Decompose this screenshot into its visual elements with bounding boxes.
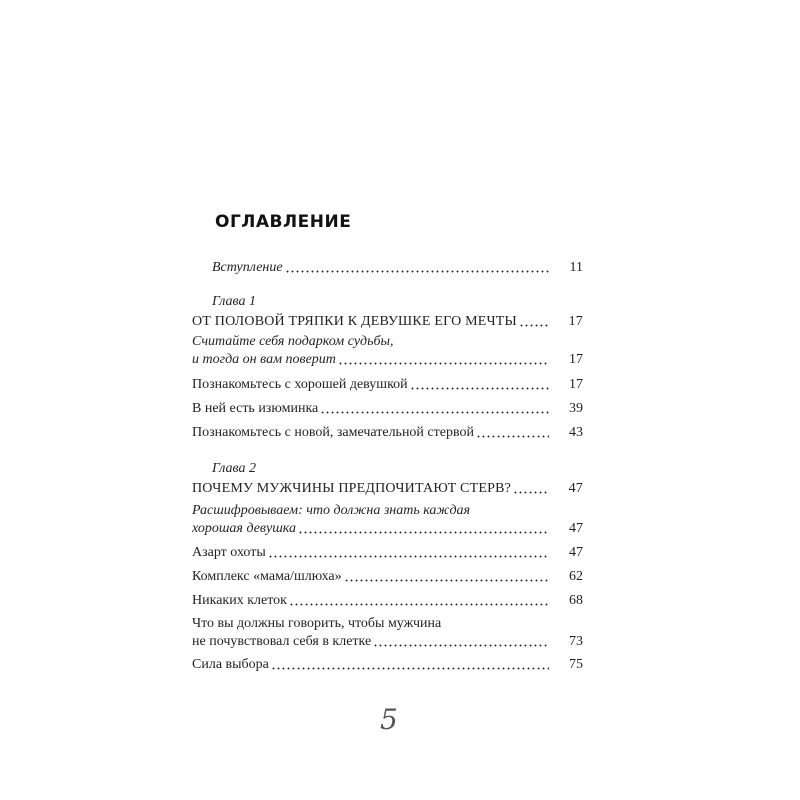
dot-leader — [344, 572, 549, 582]
dot-leader — [271, 660, 549, 670]
entry-page: 17 — [568, 314, 583, 329]
entry-page: 39 — [569, 401, 583, 416]
entry-title-line: Считайте себя подарком судьбы, — [192, 334, 394, 349]
entry-title-line: хорошая девушка — [192, 521, 296, 536]
entry-title-line: Расшифровываем: что должна знать каждая — [192, 503, 471, 518]
entry-title-line: не почувствовал себя в клетке — [192, 634, 372, 649]
entry-page: 17 — [569, 352, 583, 367]
dot-leader — [285, 263, 549, 273]
dot-leader — [513, 484, 549, 494]
toc-entry[interactable] — [192, 376, 583, 394]
entry-title: Познакомьтесь с новой, замечательной стервой — [192, 425, 474, 440]
entry-page: 43 — [569, 425, 583, 440]
entry-title-line: и тогда он вам поверит — [192, 352, 336, 367]
chapter-title: ОТ ПОЛОВОЙ ТРЯПКИ К ДЕВУШКЕ ЕГО МЕЧТЫ — [192, 314, 517, 329]
entry-page: 47 — [568, 481, 583, 496]
entry-title: Никаких клеток — [192, 593, 287, 608]
entry-title: Познакомьтесь с хорошей девушкой — [192, 377, 408, 392]
dot-leader — [320, 404, 549, 414]
dot-leader — [410, 380, 549, 390]
entry-title: Вступление — [212, 260, 283, 275]
entry-page: 68 — [569, 593, 583, 608]
entry-title: Сила выбора — [192, 657, 269, 672]
entry-page: 17 — [569, 377, 583, 392]
entry-title: Азарт охоты — [192, 545, 266, 560]
entry-title-line: Что вы должны говорить, чтобы мужчина — [192, 616, 442, 631]
toc-entry[interactable] — [192, 400, 583, 418]
dot-leader — [268, 548, 549, 558]
toc-entry-chapter-1[interactable] — [192, 313, 583, 331]
toc-entry[interactable] — [192, 615, 583, 651]
dot-leader — [289, 596, 549, 606]
toc-entry[interactable] — [192, 656, 583, 674]
chapter-title: ПОЧЕМУ МУЖЧИНЫ ПРЕДПОЧИТАЮТ СТЕРВ? — [192, 481, 512, 496]
dot-leader — [298, 524, 549, 534]
dot-leader — [373, 637, 549, 647]
dot-leader — [476, 428, 549, 438]
entry-page: 73 — [569, 634, 583, 649]
entry-page: 62 — [569, 569, 583, 584]
toc-entry[interactable] — [192, 424, 583, 442]
page-number: 5 — [380, 703, 398, 736]
toc-entry-chapter-2[interactable] — [192, 480, 583, 498]
toc-entry[interactable] — [192, 592, 583, 610]
toc-entry[interactable] — [192, 544, 583, 562]
entry-page: 47 — [569, 521, 583, 536]
entry-page: 75 — [569, 657, 583, 672]
toc-heading: ОГЛАВЛЕНИЕ — [215, 212, 352, 232]
dot-leader — [519, 317, 549, 327]
toc-entry[interactable] — [192, 333, 583, 369]
entry-page: 47 — [569, 545, 583, 560]
chapter-label: Глава 2 — [212, 461, 256, 476]
toc-entry[interactable] — [192, 568, 583, 586]
entry-title: В ней есть изюминка — [192, 401, 319, 416]
chapter-label: Глава 1 — [212, 294, 256, 309]
toc-entry[interactable] — [192, 502, 583, 538]
entry-title: Комплекс «мама/шлюха» — [192, 569, 342, 584]
entry-page: 11 — [569, 260, 583, 275]
toc-entry-intro[interactable] — [212, 259, 583, 277]
dot-leader — [338, 355, 549, 365]
